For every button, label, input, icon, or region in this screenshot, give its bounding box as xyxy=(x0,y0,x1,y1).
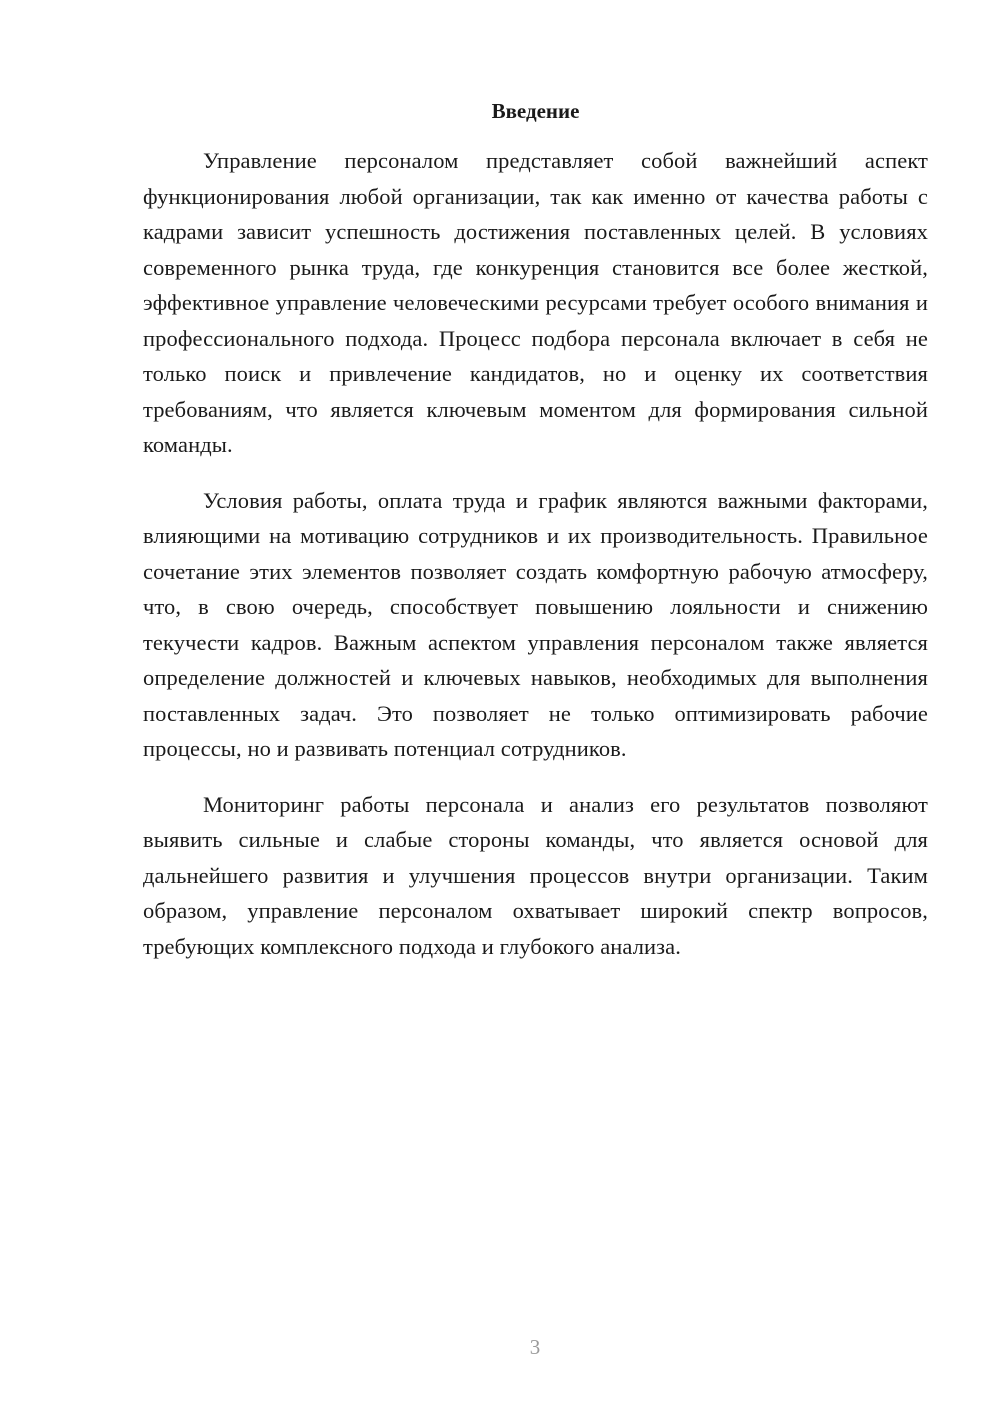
paragraph-1: Управление персоналом представляет собой важнейший аспект функционирования любой организации, так как именно от качества работы с кадрами зависит успешность достижения поставленных целей. В условиях современного рынка труда, где конкуренция становится все более жесткой, эффективное управление человеческими ресурсами требует особого внимания и профессионального подхода. Процесс подбора персонала включает в себя не только поиск и привлечение кандидатов, но и оценку их соответствия требованиям, что является ключевым моментом для формирования сильной команды. xyxy=(143,148,928,457)
body-text xyxy=(143,143,928,984)
paragraph-3: Мониторинг работы персонала и анализ его результатов позволяют выявить сильные и слабые стороны команды, что является основой для дальнейшего развития и улучшения процессов внутри организации. Таким образом, управление персоналом охватывает широкий спектр вопросов, требующих комплексного подхода и глубокого анализа. xyxy=(143,791,928,959)
page-number: 3 xyxy=(529,1335,541,1359)
paragraph-2: Условия работы, оплата труда и график являются важными факторами, влияющими на мотивацию сотрудников и их производительность. Правильное сочетание этих элементов позволяет создать комфортную рабочую атмосферу, что, в свою очередь, способствует повышению лояльности и снижению текучести кадров. Важным аспектом управления персоналом также является определение должностей и ключевых навыков, необходимых для выполнения поставленных задач. Это позволяет не только оптимизировать рабочие процессы, но и развивать потенциал сотрудников. xyxy=(143,487,928,761)
section-title: Введение xyxy=(491,99,580,123)
